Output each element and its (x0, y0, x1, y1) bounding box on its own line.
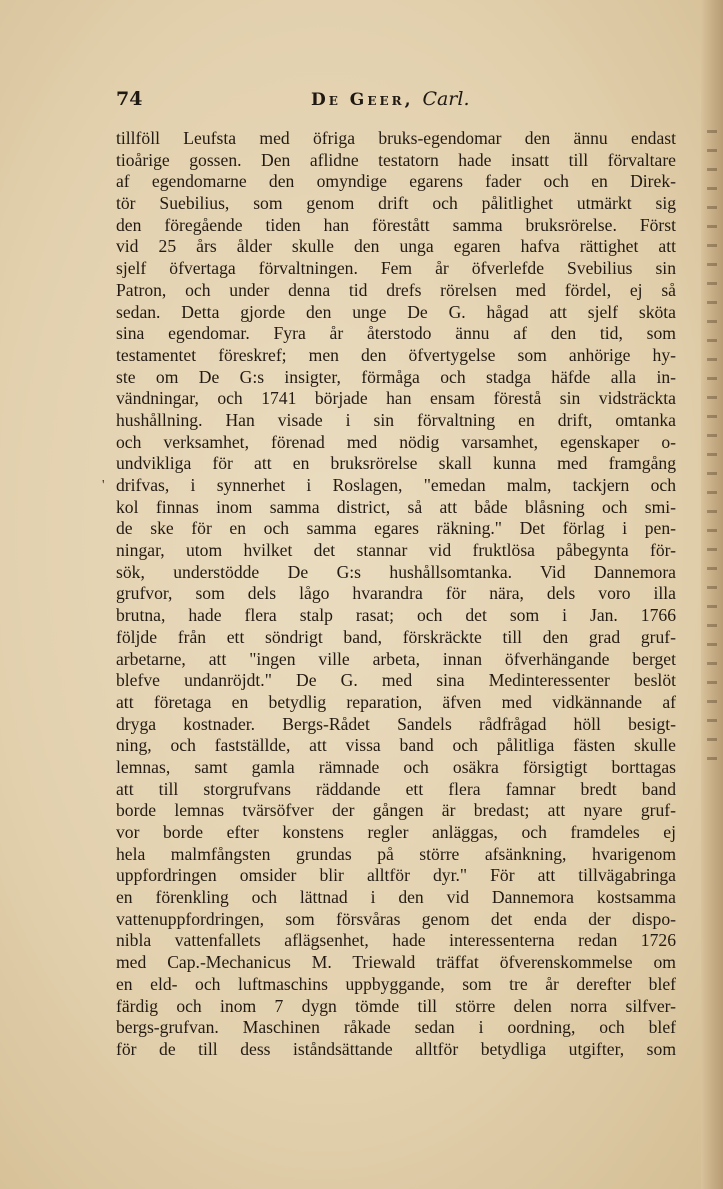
text-line: tioårige gossen. Den aflidne testatorn hade insatt till förvaltare (116, 149, 676, 170)
text-line: brutna, hade flera stalp rasat; och det som i Jan. 1766 (116, 605, 676, 626)
text-line: tillföll Leufsta med öfriga bruks-egendomar den ännu endast (116, 128, 676, 148)
text-line: lemnas, samt gamla rämnade och osäkra försigtigt borttagas (116, 756, 676, 777)
page-gutter (701, 0, 723, 1189)
text-line: färdig och inom 7 dygn tömde till större delen norra silfver- (116, 995, 676, 1016)
running-head-surname: De Geer, (311, 90, 414, 110)
text-line: undvikliga för att en bruksrörelse skall kunna med framgång (116, 453, 676, 474)
text-line: blefve undanröjdt." De G. med sina Medinteressenter beslöt (116, 670, 676, 691)
text-line: sjelf öfvertaga förvaltningen. Fem år öfverlefde Svebilius sin (116, 258, 676, 279)
text-line: och verksamhet, förenad med nödig varsamhet, egenskaper o- (116, 431, 676, 452)
text-line: vattenuppfordringen, som försvåras genom det enda der dispo- (116, 908, 676, 929)
page-header (116, 88, 676, 118)
text-line: hushållning. Han visade i sin förvaltning en drift, omtanka (116, 409, 676, 430)
text-line: borde lemnas tvärsöfver der gången är bredast; att nyare gruf- (116, 800, 676, 821)
text-line: att företaga en betydlig reparation, äfven med vidkännande af (116, 691, 676, 712)
text-line: ste om De G:s insigter, förmåga och stadga häfde alla in- (116, 366, 676, 387)
text-line: en förenkling och lättnad i den vid Dannemora kostsamma (116, 887, 676, 908)
text-line: följde från ett söndrigt band, förskräckte till den grad gruf- (116, 626, 676, 647)
text-line: vid 25 års ålder skulle den unga egaren hafva rättighet att (116, 236, 676, 257)
body-text (116, 128, 676, 1061)
text-line: tör Suebilius, som genom drift och pålitlighet utmärkt sig (116, 193, 676, 214)
text-line: testamentet föreskref; men den öfvertygelse som anhörige hy- (116, 344, 676, 365)
text-line: vändningar, och 1741 började han ensam förestå sin vidsträckta (116, 388, 676, 409)
running-head-name: Carl. (422, 88, 470, 110)
text-line: Patron, och under denna tid drefs rörelsen med fördel, ej så (116, 279, 676, 300)
text-line: ningar, utom hvilket det stannar vid fruktlösa påbegynta för- (116, 540, 676, 561)
text-line: sedan. Detta gjorde den unge De G. hågad att sjelf sköta (116, 301, 676, 322)
page-number: 74 (116, 88, 143, 110)
text-line: att till storgrufvans räddande ett flera famnar bredt band (116, 778, 676, 799)
text-line: ning, och fastställde, att vissa band och pålitliga fästen skulle (116, 735, 676, 756)
text-line: grufvor, som dels lågo hvarandra för nära, dels voro illa (116, 583, 676, 604)
text-line: hela malmfångsten grundas på större afsänkning, hvarigenom (116, 843, 676, 864)
text-line: sina egendomar. Fyra år återstodo ännu af den tid, som (116, 323, 676, 344)
text-line: med Cap.-Mechanicus M. Triewald träffat öfverenskommelse om (116, 952, 676, 973)
text-line: arbetarne, att "ingen ville arbeta, innan öfverhängande berget (116, 648, 676, 669)
text-line: bergs-grufvan. Maschinen råkade sedan i oordning, och blef (116, 1017, 676, 1038)
running-head (311, 88, 470, 110)
text-line: nibla vattenfallets aflägsenhet, hade interessenterna redan 1726 (116, 930, 676, 951)
text-line: af egendomarne den omyndige egarens fader och en Direk- (116, 171, 676, 192)
text-line: dryga kostnader. Bergs-Rådet Sandels rådfrågad höll besigt- (116, 713, 676, 734)
text-line: den föregående tiden han förestått samma bruksrörelse. Först (116, 214, 676, 235)
text-line: kol finnas inom samma district, så att både blåsning och smi- (116, 496, 676, 517)
text-line: en eld- och luftmaschins uppbyggande, som tre år derefter blef (116, 973, 676, 994)
facing-page-edge (707, 130, 717, 760)
text-line: de ske för en och samma egares räkning." Det förlag i pen- (116, 518, 676, 539)
text-line: drifvas, i synnerhet i Roslagen, "emedan malm, tackjern och (116, 475, 676, 495)
margin-mark: ' (102, 478, 105, 493)
text-line: vor borde efter konstens regler anläggas, och framdeles ej (116, 822, 676, 842)
text-line: för de till dess iståndsättande alltför betydliga utgifter, som (116, 1038, 676, 1059)
text-line: uppfordringen omsider blir alltför dyr." För att tillvägabringa (116, 865, 676, 886)
text-line: sök, understödde De G:s hushållsomtanka. Vid Dannemora (116, 561, 676, 582)
